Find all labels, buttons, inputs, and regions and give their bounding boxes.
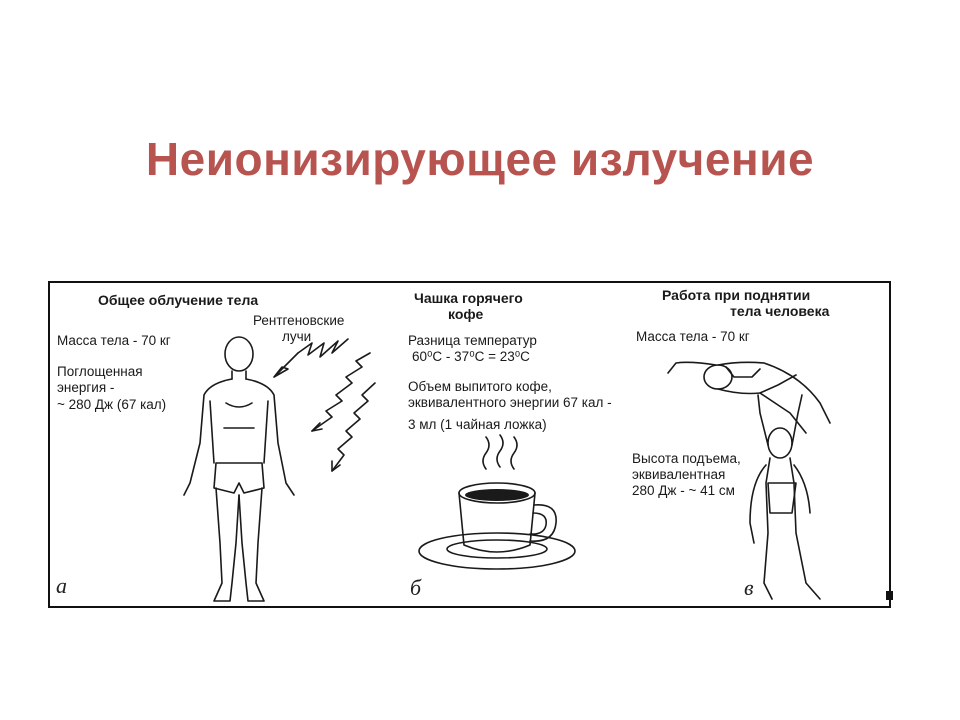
- panel-b-heading-1: Чашка горячего: [414, 290, 523, 306]
- panel-c-heading-2: тела человека: [730, 303, 830, 319]
- panel-c-letter: в: [744, 575, 754, 600]
- coffee-cup-icon: [390, 283, 630, 610]
- panel-a-absorbed: Поглощенная: [57, 364, 143, 379]
- panel-a-letter: а: [56, 573, 67, 598]
- slide-title: Неионизирующее излучение: [145, 133, 815, 185]
- panel-c-mass: Масса тела - 70 кг: [636, 329, 750, 344]
- panel-b-temp-label: Разница температур: [408, 333, 537, 348]
- panel-a-heading: Общее облучение тела: [98, 292, 259, 308]
- panel-lifting-work: [630, 283, 893, 606]
- panel-b-volume: Объем выпитого кофе,: [408, 379, 552, 394]
- panel-c-heading-1: Работа при поднятии: [662, 287, 811, 303]
- xray-label: Рентгеновские: [253, 313, 345, 328]
- corner-mark: [886, 591, 893, 600]
- panel-a-energy: энергия -: [57, 380, 115, 395]
- panel-b-equivalent: эквивалентного энергии 67 кал -: [408, 395, 612, 410]
- panel-b-letter: б: [410, 575, 422, 600]
- panel-body-irradiation: [50, 283, 390, 606]
- panel-c-equivalent: эквивалентная: [632, 467, 726, 482]
- panel-a-energy-value: ~ 280 Дж (67 кал): [57, 397, 167, 412]
- xray-label-2: лучи: [282, 329, 312, 344]
- human-figure-icon: [50, 283, 390, 610]
- panel-a-mass: Масса тела - 70 кг: [57, 333, 171, 348]
- panel-c-height: Высота подъема,: [632, 451, 741, 466]
- panel-b-spoon: 3 мл (1 чайная ложка): [408, 417, 547, 432]
- panel-b-temp-value: 60⁰С - 37⁰С = 23⁰С: [412, 349, 530, 364]
- panel-b-heading-2: кофе: [448, 306, 484, 322]
- panel-c-value: 280 Дж - ~ 41 см: [632, 483, 735, 498]
- illustration-figure: [48, 281, 891, 608]
- acrobats-icon: [630, 283, 893, 610]
- panel-hot-coffee: [390, 283, 630, 606]
